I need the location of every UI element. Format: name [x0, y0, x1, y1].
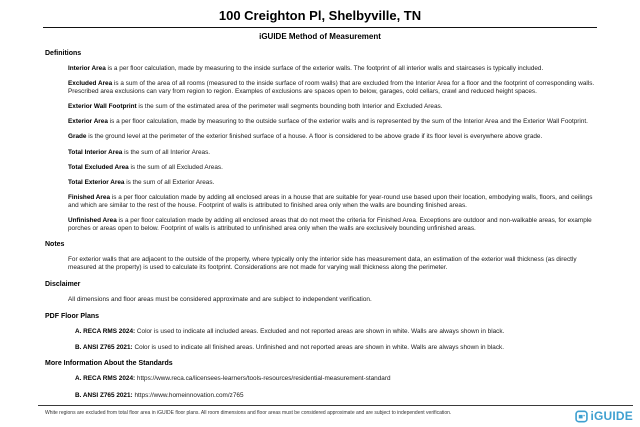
definition-item — [68, 118, 595, 126]
definition-text: is a sum of the area of all rooms (measured to the inside surface of room walls) that are excluded from the Interior Area for a floor and the footprint of corresponding walls. Prescribed area exclusions can vary from region to region. Examples of exclusions are spaces open to below, garages, cold cellars, crawl and reduced height spaces. — [68, 80, 595, 95]
definition-term: Unfinished Area — [68, 217, 117, 225]
iguide-logo — [575, 409, 633, 423]
standard-link-item — [75, 375, 595, 383]
definition-term: Grade — [68, 133, 87, 141]
definition-text: is a per floor calculation made by adding all enclosed areas in a house that are suitable for year-round use based upon their location, embodying walls, floors, and ceilings and which are similar to the rest of the house. Footprint of walls is attributed to finished area only when the walls are bounding finished areas. — [68, 194, 593, 209]
section-heading-pdf-floor-plans: PDF Floor Plans — [45, 312, 100, 320]
page-footer — [38, 405, 633, 423]
definition-term: Interior Area — [68, 65, 106, 72]
iguide-logo-icon — [575, 410, 588, 423]
definition-item — [68, 194, 595, 209]
definition-item — [68, 103, 595, 111]
definition-item — [68, 179, 595, 187]
definition-term: Total Interior Area — [68, 148, 123, 156]
standard-link-item — [75, 392, 595, 400]
definition-term: Total Excluded Area — [68, 163, 129, 171]
definition-item — [68, 65, 595, 73]
pdf-plan-text: Color is used to indicate all finished areas. Unfinished and not reported areas are shown in white. Walls are always shown in black. — [132, 343, 504, 351]
footer-divider — [38, 405, 633, 406]
definition-term: Exterior Wall Footprint — [68, 103, 137, 111]
standard-name: B. ANSI Z765 2021: — [75, 391, 133, 399]
definition-item — [68, 133, 595, 141]
footer-disclaimer: White regions are excluded from total floor area in iGUIDE floor plans. All room dimensions and floor areas must be considered approximate and are subject to independent verification. — [45, 410, 452, 416]
pdf-plan-text: Color is used to indicate all included areas. Excluded and not reported areas are shown in white. Walls are always shown in black. — [135, 327, 505, 335]
definition-text: is the sum of all Exterior Areas. — [124, 179, 215, 186]
notes-paragraph: For exterior walls that are adjacent to the outside of the property, where typically only the interior side has measurement data, an estimation of the exterior wall thickness (as directly measured at the property) is used to calculate its footprint. Considerations are not made for varying wall thickness along the perimeter. — [68, 256, 577, 272]
section-heading-definitions: Definitions — [45, 50, 82, 57]
page-title: 100 Creighton Pl, Shelbyville, TN — [218, 8, 422, 23]
title-divider — [43, 27, 597, 28]
standard-name: A. RECA RMS 2024: — [75, 375, 136, 383]
definition-term: Excluded Area — [68, 80, 113, 88]
definition-text: is the ground level at the perimeter of the exterior finished surface of a house. A floor is considered to be above grade if its floor level is everywhere above grade. — [86, 133, 543, 141]
section-heading-more-info: More Information About the Standards — [45, 360, 173, 368]
definition-term: Exterior Area — [68, 118, 108, 126]
standard-url[interactable]: https://www.homeinnovation.com/z765 — [132, 391, 244, 399]
pdf-plan-item — [75, 344, 595, 352]
definition-text: is the sum of all Excluded Areas. — [128, 163, 223, 171]
section-heading-notes: Notes — [45, 241, 65, 249]
definition-text: is a per floor calculation, made by measuring to the outside surface of the exterior walls and is represented by the sum of the Interior Area and the Exterior Wall Footprint. — [107, 118, 588, 126]
definition-text: is the sum of the estimated area of the perimeter wall segments bounding both Interior and Excluded Areas. — [136, 103, 443, 111]
pdf-plan-item — [75, 328, 595, 336]
definition-text: is a per floor calculation made by adding all enclosed areas that do not meet the criteria for Finished Area. Exceptions are outdoor and non-walkable areas, for example porches or areas open to below. Footprint of walls is attributed to unfinished area only when the walls are exclusively bounding unfinished areas. — [68, 217, 592, 232]
definition-item — [68, 164, 595, 172]
definition-text: is a per floor calculation, made by measuring to the inside surface of the exterior walls. The footprint of all interior walls and staircases is typically included. — [105, 65, 544, 72]
disclaimer-paragraph: All dimensions and floor areas must be considered approximate and are subject to independent verification. — [68, 295, 372, 303]
definition-item — [68, 80, 595, 95]
standard-url[interactable]: https://www.reca.ca/licensees-learners/tools-resources/residential-measurement-standard — [135, 375, 391, 383]
definition-term: Total Exterior Area — [68, 179, 125, 186]
pdf-plan-term: A. RECA RMS 2024: — [75, 327, 136, 335]
iguide-logo-text: iGUIDE — [590, 409, 633, 423]
definition-text: is the sum of all Interior Areas. — [122, 148, 211, 156]
pdf-plan-term: B. ANSI Z765 2021: — [75, 343, 133, 351]
definition-item — [68, 149, 595, 157]
section-heading-disclaimer: Disclaimer — [45, 280, 81, 288]
definition-item — [68, 217, 595, 232]
definition-term: Finished Area — [68, 194, 111, 202]
doc-subtitle: iGUIDE Method of Measurement — [259, 32, 381, 41]
